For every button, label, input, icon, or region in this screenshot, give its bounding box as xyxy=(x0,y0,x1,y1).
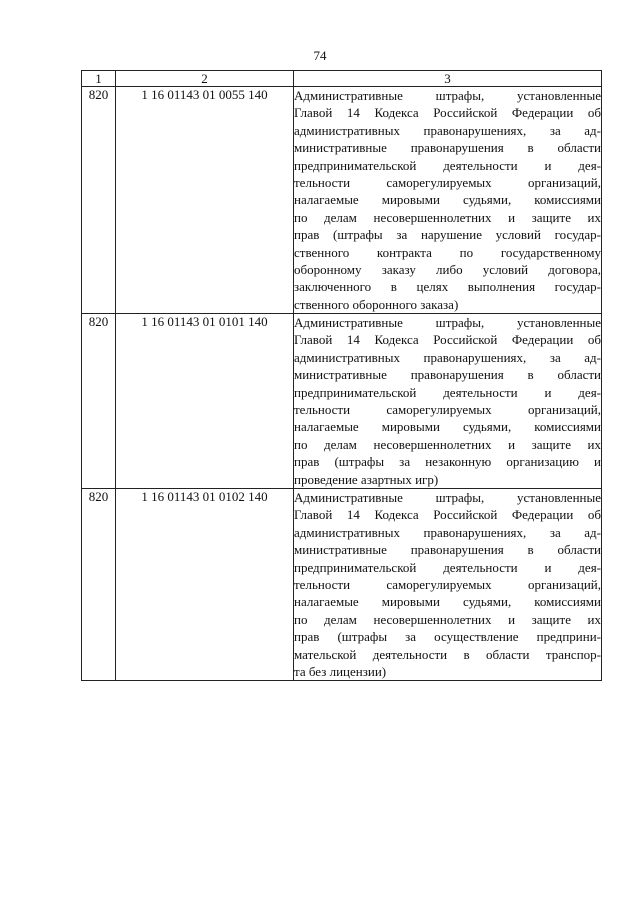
description-line: министративные правонарушения в области xyxy=(294,542,601,558)
description-line: налагаемые мировыми судьями, комиссиями xyxy=(294,419,601,435)
description-line: заключенного в целях выполнения государ- xyxy=(294,279,601,295)
description-line: Административные штрафы, установленные xyxy=(294,315,601,331)
description-line: ственного оборонного заказа) xyxy=(294,296,459,312)
description-line: по делам несовершеннолетних и защите их xyxy=(294,436,601,452)
description-line: Главой 14 Кодекса Российской Федерации об xyxy=(294,332,601,348)
description-line: Главой 14 Кодекса Российской Федерации об xyxy=(294,105,601,121)
page-number: 74 xyxy=(313,48,327,63)
description-line: оборонному заказу либо условий договора, xyxy=(294,261,601,277)
description-cell xyxy=(294,87,602,314)
description-cell xyxy=(294,314,602,489)
description-line: предпринимательской деятельности и дея- xyxy=(294,157,601,173)
table-row xyxy=(82,87,602,314)
admin-code-cell: 820 xyxy=(82,314,116,489)
description-line: налагаемые мировыми судьями, комиссиями xyxy=(294,192,601,208)
kbk-code-cell: 1 16 01143 01 0101 140 xyxy=(116,314,294,489)
description-line: Административные штрафы, установленные xyxy=(294,489,601,505)
table-body xyxy=(82,87,602,681)
description-line: тельности саморегулируемых организаций, xyxy=(294,402,601,418)
description-line: прав (штрафы за нарушение условий государ- xyxy=(294,227,601,243)
description-line: ственного контракта по государственному xyxy=(294,244,601,260)
admin-code-cell: 820 xyxy=(82,488,116,680)
column-header-3: 3 xyxy=(294,71,602,87)
table-row xyxy=(82,488,602,680)
description-line: налагаемые мировыми судьями, комиссиями xyxy=(294,594,601,610)
table-row xyxy=(82,314,602,489)
description-line: административных правонарушениях, за ад- xyxy=(294,122,601,138)
description-cell xyxy=(294,488,602,680)
admin-code-cell: 820 xyxy=(82,87,116,314)
description-line: та без лицензии) xyxy=(294,663,387,679)
kbk-code-cell: 1 16 01143 01 0055 140 xyxy=(116,87,294,314)
description-line: проведение азартных игр) xyxy=(294,471,439,487)
revenue-classification-table xyxy=(81,70,602,681)
description-line: административных правонарушениях, за ад- xyxy=(294,524,601,540)
description-line: предпринимательской деятельности и дея- xyxy=(294,559,601,575)
description-line: министративные правонарушения в области xyxy=(294,140,601,156)
description-line: предпринимательской деятельности и дея- xyxy=(294,384,601,400)
kbk-code-cell: 1 16 01143 01 0102 140 xyxy=(116,488,294,680)
description-line: тельности саморегулируемых организаций, xyxy=(294,174,601,190)
description-line: по делам несовершеннолетних и защите их xyxy=(294,611,601,627)
table-header-row xyxy=(82,71,602,87)
description-line: мательской деятельности в области транспор- xyxy=(294,646,601,662)
description-line: прав (штрафы за незаконную организацию и xyxy=(294,454,601,470)
description-line: Главой 14 Кодекса Российской Федерации об xyxy=(294,507,601,523)
description-line: тельности саморегулируемых организаций, xyxy=(294,576,601,592)
description-line: по делам несовершеннолетних и защите их xyxy=(294,209,601,225)
description-line: прав (штрафы за осуществление предприни- xyxy=(294,629,601,645)
column-header-1: 1 xyxy=(82,71,116,87)
description-line: административных правонарушениях, за ад- xyxy=(294,349,601,365)
description-line: министративные правонарушения в области xyxy=(294,367,601,383)
column-header-2: 2 xyxy=(116,71,294,87)
description-line: Административные штрафы, установленные xyxy=(294,88,601,103)
